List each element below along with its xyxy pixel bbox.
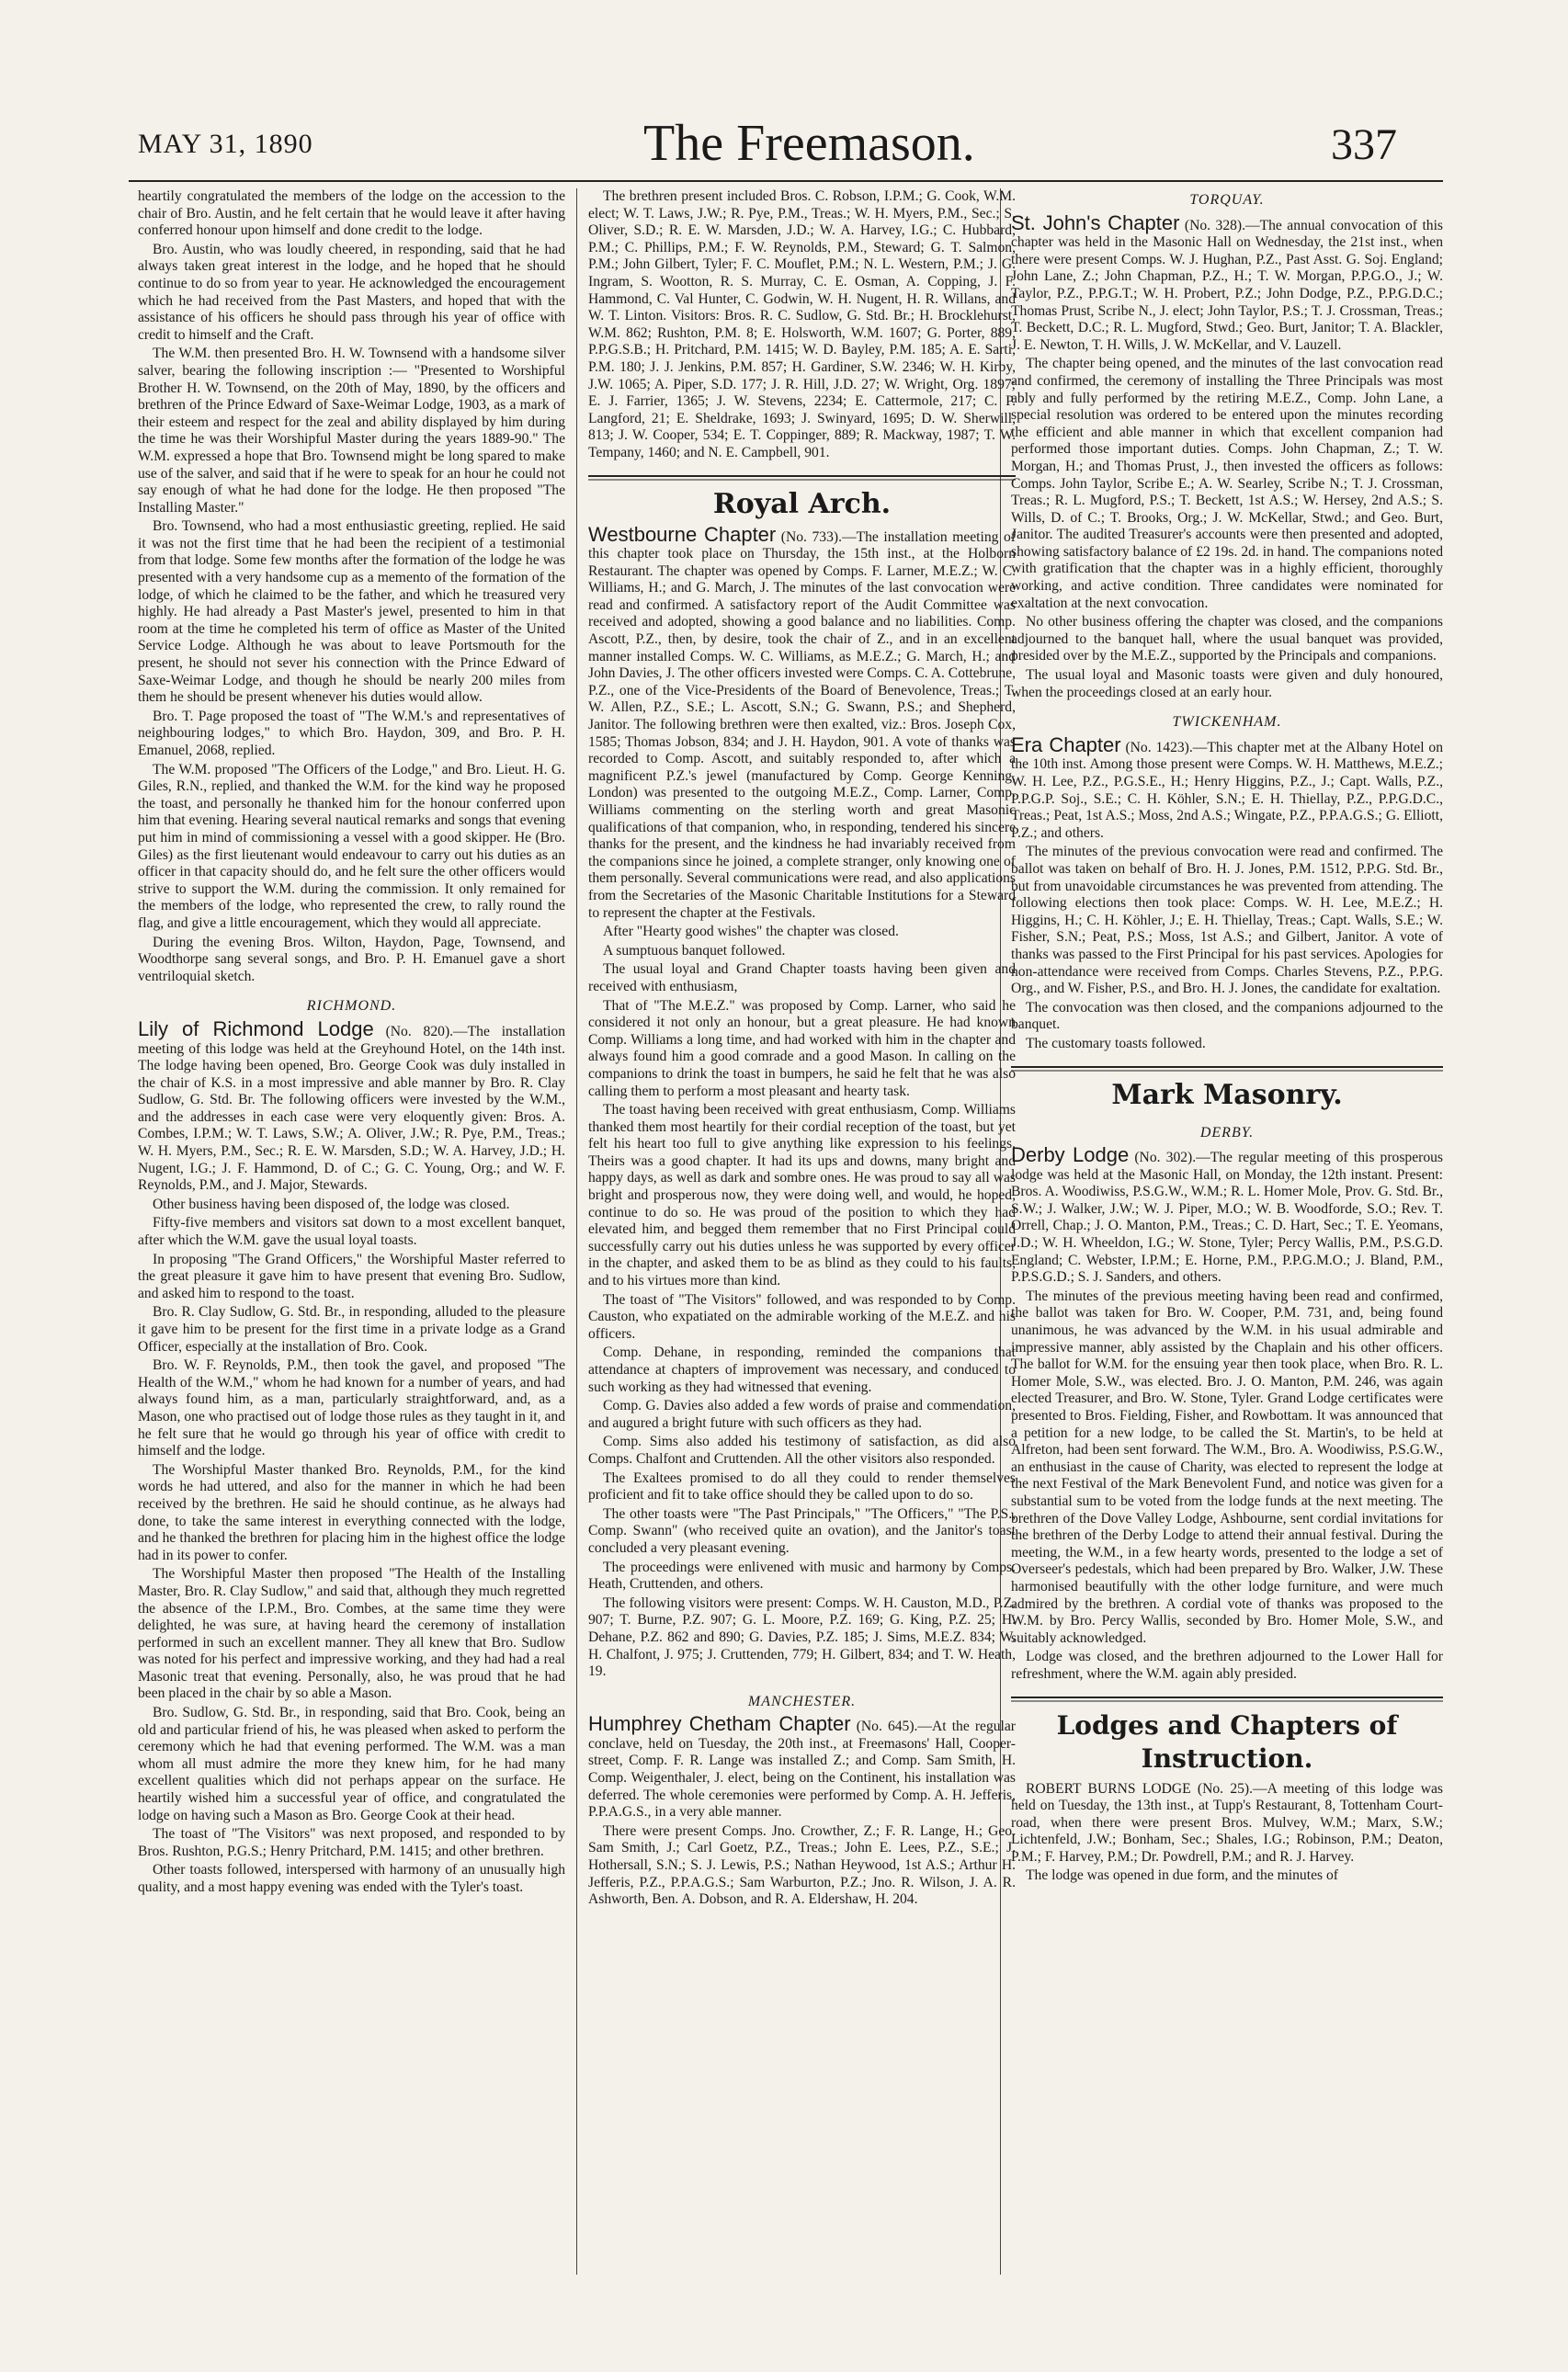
paragraph: Comp. G. Davies also added a few words of praise and commendation, and augured a bright future with such officers as they had. bbox=[588, 1398, 1016, 1431]
report-text: (No. 820).—The installation meeting of this lodge was held at the Greyhound Hotel, on the 14th inst. The lodge having been opened, Bro. George Cook was duly installed in the chair of K.S. in a most impressive and able manner by Bro. R. Clay Sudlow, G. Std. Br. The following officers were invested by the W.M., and the addresses in each case were very eloquently given: Bros. A. Combes, I.P.M.; W. T. Laws, S.W.; A. Oliver, J.W.; R. Pye, P.M., Treas.; W. H. Myers, P.M., Sec.; R. E. W. Marsden, S.D.; W. A. Harvey, J.D.; H. Nugent, I.G.; J. F. Hammond, D. of C.; G. C. Young, Org.; and W. F. Reynolds, P.M., and J. Major, Stewards. bbox=[138, 1023, 565, 1194]
paragraph: Bro. Townsend, who had a most enthusiastic greeting, replied. He said it was not the first time that he had been the recipient of a testimonial from that lodge. Some few months after the formation of the lodge he was presented with a very handsome cup as a memento of the formation of the lodge, of which he claimed to be the father, and which he treasured very highly. He had already a Past Master's jewel, presented to him in that room at the time he completed his term of office as Master of the United Service Lodge. Although he was about to leave Portsmouth for the present, he should not sever his connection with the Prince Edward of Saxe-Weimar Lodge, and though he should be nearly 200 miles from them he should be present whenever his duties would allow. bbox=[138, 518, 565, 706]
lodge-name: Westbourne Chapter bbox=[588, 522, 777, 546]
paragraph: The Worshipful Master then proposed "The Health of the Installing Master, Bro. R. Clay Sudlow," and said that, although they much regretted the absence of the I.P.M., Bro. Combes, at the same time they were delighted, he was sure, at having heard the ceremony of installation performed in such an excellent manner. They all knew that Bro. Sudlow was noted for his perfect and impressive working, and they had had a real Masonic treat that evening. Personally, also, he was proud that he had been placed in the chair by so able a Mason. bbox=[138, 1566, 565, 1702]
paragraph: heartily congratulated the members of the lodge on the accession to the chair of Bro. Austin, and he felt certain that he would leave it after having conferred honour upon himself and done credit to the lodge. bbox=[138, 188, 565, 239]
paragraph: Fifty-five members and visitors sat down to a most excellent banquet, after which the W.M. gave the usual loyal toasts. bbox=[138, 1215, 565, 1249]
paragraph: Comp. Dehane, in responding, reminded the companions that attendance at chapters of improvement was necessary, and conduced to such working as they had witnessed that evening. bbox=[588, 1345, 1016, 1395]
paragraph: Other toasts followed, interspersed with harmony of an unusually high quality, and a most happy evening was ended with the Tyler's toast. bbox=[138, 1862, 565, 1895]
column-2 bbox=[588, 188, 1016, 2279]
paragraph: During the evening Bros. Wilton, Haydon, Page, Townsend, and Woodthorpe sang several songs, and Bro. P. H. Emanuel gave a short ventriloquial sketch. bbox=[138, 934, 565, 984]
location-heading: MANCHESTER. bbox=[747, 1693, 857, 1709]
paragraph: After "Hearty good wishes" the chapter was closed. bbox=[603, 924, 899, 940]
paragraph: The other toasts were "The Past Principals," "The Officers," "The P.S., Comp. Swann" (who received quite an ovation), and the Janitor's toast concluded a very pleasant evening. bbox=[588, 1505, 1016, 1556]
report-text: (No. 1423).—This chapter met at the Albany Hotel on the 10th inst. Among those present were Comps. W. H. Matthews, M.E.Z.; W. H. Lee, P.Z., P.G.S.E., H.; Henry Higgins, P.Z., J.; Capt. Walls, P.Z., P.P.G.P. Soj., S.E.; C. H. Köhler, S.N.; E. H. Thiellay, P.Z., P.P.G.D.C., Treas.; Peat, 1st A.S.; Moss, 2nd A.S.; Wingate, P.Z., P.P.A.G.S.; G. Elliott, P.Z.; and others. bbox=[1011, 739, 1443, 841]
paragraph: Bro. W. F. Reynolds, P.M., then took the gavel, and proposed "The Health of the W.M.," whom he had known for a number of years, and had always found him, as a man, particularly straightforward, and, as a Mason, one who practised out of lodge those rules as they taught in it, and he felt sure that he would go through his year of office with credit to himself and the lodge. bbox=[138, 1357, 565, 1459]
paragraph: No other business offering the chapter was closed, and the companions adjourned to the banquet hall, where the usual banquet was provided, presided over by the M.E.Z., supported by the Principals and companions. bbox=[1011, 614, 1443, 664]
paragraph: The toast of "The Visitors" followed, and was responded to by Comp. Causton, who expatiated on the admirable working of the M.E.Z. and his officers. bbox=[588, 1291, 1016, 1342]
report-text: (No. 302).—The regular meeting of this prosperous lodge was held at the Masonic Hall, on Monday, the 12th instant. Present: Bros. A. Woodiwiss, P.S.G.W., W.M.; R. L. Homer Mole, Prov. G. Std. Br., S.W.; J. Walker, J.W.; W. J. Piper, M.O.; W. B. Woodforde, S.O.; Rev. T. Orrell, Chap.; J. O. Manton, P.M., Treas.; C. D. Hart, Sec.; T. E. Yeomans, J.D.; W. H. Wheeldon, I.G.; W. Stone, Tyler; Percy Wallis, P.M., P.S.G.D. England; C. Webster, I.P.M.; E. Horne, P.M., P.P.G.M.O.; J. Bland, P.M., P.P.S.G.D.; S. J. Sanders, and others. bbox=[1011, 1150, 1443, 1286]
ornamental-rule bbox=[588, 473, 1016, 482]
paragraph: The proceedings were enlivened with music and harmony by Comps. Heath, Cruttenden, and others. bbox=[588, 1559, 1016, 1593]
lodge-name: Derby Lodge bbox=[1011, 1143, 1130, 1167]
column-divider bbox=[576, 188, 577, 2275]
location-heading: DERBY. bbox=[1199, 1124, 1255, 1141]
report-paragraph bbox=[138, 1016, 565, 1195]
column-3 bbox=[1011, 188, 1443, 2279]
paragraph: Comp. Sims also added his testimony of satisfaction, as did also Comps. Chalfont and Cruttenden. All the other visitors also responded. bbox=[588, 1434, 1016, 1467]
report-paragraph bbox=[588, 522, 1016, 923]
paragraph: A sumptuous banquet followed. bbox=[603, 942, 786, 959]
paragraph: ROBERT BURNS LODGE (No. 25).—A meeting of this lodge was held on Tuesday, the 13th inst., at Tupp's Restaurant, 8, Tottenham Court-road, when there were present Bros. Mulvey, W.M.; Marx, S.W.; Lichtenfeld, J.W.; Bonham, Sec.; Shales, I.G.; Robinson, P.M.; Deaton, P.M.; F. Harvey, P.M.; Dr. Powdrell, P.M.; and R. J. Harvey. bbox=[1011, 1780, 1443, 1865]
paragraph: The W.M. then presented Bro. H. W. Townsend with a handsome silver salver, bearing the following inscription :— "Presented to Worshipful Brother H. W. Townsend, on the 20th of May, 1890, by the officers and brethren of the Prince Edward of Saxe-Weimar Lodge, 1903, as a mark of their esteem and respect for the zeal and ability displayed by him during the time he was their Worshipful Master during the years 1889-90." The W.M. expressed a hope that Bro. Townsend might be long spared to make use of the salver, and said that if he were to speak for an hour he could not say enough of what he had done for the lodge. He then proposed "The Installing Master." bbox=[138, 346, 565, 516]
section-heading-mark-masonry: Mark Masonry. bbox=[1111, 1078, 1343, 1111]
report-paragraph bbox=[1011, 732, 1443, 843]
masthead-title: The Freemason. bbox=[643, 115, 975, 172]
paragraph: Bro. Austin, who was loudly cheered, in responding, said that he had always taken great interest in the lodge, and he hoped that he should continue to do so from year to year. He acknowledged the encouragement which he had received from the Past Masters, and hoped that with the assistance of his officers he should pass through his year of office with credit to himself and the Craft. bbox=[138, 241, 565, 343]
paragraph: The convocation was then closed, and the companions adjourned to the banquet. bbox=[1011, 999, 1443, 1033]
report-paragraph bbox=[588, 1712, 1016, 1822]
paragraph: The usual loyal and Grand Chapter toasts having been given and received with enthusiasm, bbox=[588, 961, 1016, 994]
report-text: (No. 328).—The annual convocation of this chapter was held in the Masonic Hall on Wednesday, the 21st inst., when there were present Comps. W. J. Hughan, P.Z., Past Asst. G. Soj. England; John Lane, Z.; John Chapman, P.Z., H.; T. W. Morgan, P.P.G.O., J.; W. Taylor, P.Z., P.P.G.T.; W. H. Probert, P.Z.; John Dodge, P.Z., P.P.G.D.C.; Thomas Prust, Scribe N., J. elect; John Taylor, P.S.; T. J. Crossman, Treas.; T. Beckett, D.C.; R. L. Mugford, Stwd.; Geo. Burt, Janitor; T. A. Blackler, J. E. Newton, T. H. Wills, J. W. McKellar, and V. Lauzell. bbox=[1011, 217, 1443, 353]
paragraph: That of "The M.E.Z." was proposed by Comp. Larner, who said he considered it not only an honour, but a great pleasure. He had known Comp. Williams a long time, and had worked with him in the chapter and always found him a good comrade and a good Mason. In calling on the companions to drink the toast in bumpers, he said he felt that he was also calling them to perform a most pleasant and hearty task. bbox=[588, 997, 1016, 1099]
paragraph: There were present Comps. Jno. Crowther, Z.; F. R. Lange, H.; Geo. Sam Smith, J.; Carl Goetz, P.Z., Treas.; John E. Lees, P.Z., S.E.; J. Hothersall, S.N.; S. J. Lewis, P.S.; Nathan Heywood, 1st A.S.; Arthur H. Jefferis, P.Z., P.P.A.G.S.; Sam Warburton, P.Z.; Jno. R. Wilson, J. A. R. Ashworth, Ben. A. Dobson, and R. A. Eldershaw, H. 204. bbox=[588, 1822, 1016, 1908]
paragraph: Other business having been disposed of, the lodge was closed. bbox=[153, 1196, 510, 1212]
section-heading-lodges-of-instruction: Lodges and Chapters of Instruction. bbox=[1056, 1709, 1398, 1774]
lodge-name: Era Chapter bbox=[1011, 732, 1121, 756]
lodge-name: Humphrey Chetham Chapter bbox=[588, 1712, 851, 1736]
paragraph: The customary toasts followed. bbox=[1026, 1035, 1206, 1051]
paragraph: Bro. Sudlow, G. Std. Br., in responding, said that Bro. Cook, being an old and particular friend of his, he was pleased when asked to perform the ceremony which he had that evening performed. The W.M. was a man whom all must admire the more they knew him, for he had many excellent qualities which did not perhaps appear on the surface. He heartily wished him a successful year of office, and congratulated the lodge on having such a Mason as Bro. George Cook at their head. bbox=[138, 1705, 565, 1823]
paragraph: The W.M. proposed "The Officers of the Lodge," and Bro. Lieut. H. G. Giles, R.N., replied, and thanked the W.M. for the kind way he proposed the toast, and personally he thanked him for the honour conferred upon him that evening. Hearing several nautical remarks and songs that evening put him in mind of commissioning a vessel with a good skipper. He (Bro. Giles) as the first lieutenant would endeavour to carry out his duties as an officer in that capacity should do, and he felt sure the other officers would strive to support the W.M. during the commission. It only remained for the members of the lodge, who represented the crew, to rally round the flag, and give a little encouragement, which they would all appreciate. bbox=[138, 761, 565, 931]
report-paragraph bbox=[1011, 1143, 1443, 1287]
paragraph: The toast of "The Visitors" was next proposed, and responded to by Bros. Rushton, P.G.S.; Henry Pritchard, P.M. 1415; and other brethren. bbox=[138, 1826, 565, 1859]
paragraph: The Exaltees promised to do all they could to render themselves proficient and fit to take office should they be called upon to do so. bbox=[588, 1470, 1016, 1504]
lodge-name: St. John's Chapter bbox=[1011, 210, 1180, 234]
paragraph: Lodge was closed, and the brethren adjourned to the Lower Hall for refreshment, where the W.M. again ably presided. bbox=[1011, 1649, 1443, 1682]
column-1 bbox=[138, 188, 565, 2279]
location-heading: RICHMOND. bbox=[306, 998, 397, 1015]
paragraph: The usual loyal and Masonic toasts were given and duly honoured, when the proceedings closed at an early hour. bbox=[1011, 667, 1443, 700]
paragraph: The Worshipful Master thanked Bro. Reynolds, P.M., for the kind words he had uttered, and also for the manner in which he had been received by the brethren. He said he should continue, as he always had done, to take the same interest in everything connected with the lodge, and he thanked the brethren for placing him in the highest office the lodge had in its power to confer. bbox=[138, 1461, 565, 1563]
report-paragraph bbox=[1011, 210, 1443, 355]
paragraph: Bro. R. Clay Sudlow, G. Std. Br., in responding, alluded to the pleasure it gave him to be present for the first time in a private lodge as a Grand Officer, especially at the installation of Bro. Cook. bbox=[138, 1304, 565, 1355]
paragraph: Bro. T. Page proposed the toast of "The W.M.'s and representatives of neighbouring lodges," to which Bro. Haydon, 309, and Bro. P. H. Emanuel, 2068, replied. bbox=[138, 708, 565, 758]
report-text: (No. 733).—The installation meeting of this chapter took place on Thursday, the 15th inst., at the Holborn Restaurant. The chapter was opened by Comps. F. Larner, M.E.Z.; W. C. Williams, H.; and G. March, J. The minutes of the last convocation were read and confirmed. A satisfactory report of the Audit Committee was received and adopted, showing a good balance and no liabilities. Comp. Ascott, P.Z., then, by desire, took the chair of Z., and in an excellent manner installed Comps. W. C. Williams, as M.E.Z.; G. March, H.; and John Davies, J. The other officers invested were Comps. C. A. Cottebrune, P.Z., one of the Vice-Presidents of the Board of Benevolence, Treas.; T. W. Allen, P.Z., S.E.; L. Ascott, S.N.; G. Swann, P.S.; and Shepherd, Janitor. The following brethren were then exalted, viz.: Bros. Joseph Cox, 1585; Thomas Jobson, 834; and J. H. Haydon, 901. A vote of thanks was recorded to Comp. Ascott, and suitably responded to, after which a magnificent P.Z.'s jewel (manufactured by Comp. George Kenning, London) was presented to the outgoing M.E.Z., Comp. Larner, Comp. Williams commenting on the sterling worth and great Masonic qualifications of that companion, who, in responding, tendered his sincere thanks for the present, and the kindness he had invariably received from the companions since he joined, a complete stranger, only knowing one of them personally. Several communications were read, and also applications from the Secretaries of the Masonic Charitable Institutions for a Steward to represent the chapter at the Festivals. bbox=[588, 528, 1016, 921]
page-number: 337 bbox=[1331, 120, 1397, 169]
issue-date: MAY 31, 1890 bbox=[138, 129, 313, 159]
paragraph: The minutes of the previous meeting having been read and confirmed, the ballot was taken for Bro. W. Cooper, P.M. 731, and, being found unanimous, he was advanced by the W.M. in his usual admirable and impressive manner, ably assisted by the Chaplain and his other officers. The ballot for W.M. for the ensuing year then took place, when Bro. R. L. Homer Mole, S.W., was elected. Bro. J. O. Manton, P.M. 246, was again elected Treasurer, and Bro. W. Stone, Tyler. Grand Lodge certificates were presented to Bros. Fielding, Fisher, and Rowbottam. It was announced that a petition for a new lodge, to be called the St. Martin's, to be held at Alfreton, had been sent forward. The W.M., Bro. A. Woodiwiss, P.S.G.W., an enthusiast in the cause of Charity, was elected to represent the lodge at the next Festival of the Mark Benevolent Fund, and notice was given for a substantial sum to be voted from the lodge funds at the next meeting. The brethren of the Dove Valley Lodge, Ashbourne, sent cordial invitations for the brethren of the Derby Lodge to attend their annual festival. During the meeting, the W.M., in a few hearty words, presented to the lodge a set of Overseer's pedestals, which had been prepared by Bro. Walker, J.W. These harmonised beautifully with the other lodge furniture, and were much admired by the brethren. A cordial vote of thanks was proposed to the W.M. by Bro. Percy Wallis, seconded by Bro. Homer Mole, S.W., and suitably acknowledged. bbox=[1011, 1288, 1443, 1646]
paragraph: The brethren present included Bros. C. Robson, I.P.M.; G. Cook, W.M. elect; W. T. Laws, J.W.; R. Pye, P.M., Treas.; W. H. Myers, P.M., Sec.; S. Oliver, S.D.; R. E. W. Marsden, J.D.; W. A. Harvey, I.G.; C. Hubbard, P.M.; C. Phillips, P.M.; F. W. Reynolds, P.M., Steward; G. T. Salmon, P.M.; John Gilbert, Tyler; F. C. Mouflet, P.M.; N. L. Western, P.M.; J. G. Ingram, S. Wootton, R. S. Murray, C. E. Osman, A. Copping, J. F. Hammond, C. Val Hunter, C. Godwin, W. H. Nugent, H. R. Willans, and W. T. Linton. Visitors: Bros. R. C. Sudlow, G. Std. Br.; H. Brocklehurst, W.M. 862; Rushton, P.M. 8; E. Holsworth, W.M. 1607; G. Porter, 889, P.P.G.S.B.; H. Pritchard, P.M. 1415; W. D. Bayley, P.M. 185; A. E. Sarti, P.M. 180; J. J. Jenkins, P.M. 857; H. Gardiner, S.W. 2346; W. H. Kirby, J.W. 1065; A. Piper, S.D. 177; J. R. Hill, J.D. 27; W. Wright, Org. 1897; E. J. Farrier, 1365; J. W. Stevens, 2234; E. Cattermole, 217; C. P. Langford, 21; E. Sheldrake, 1693; J. Swinyard, 1695; D. W. Sherwill, 813; J. W. Cooper, 534; E. T. Coppinger, 889; R. Mackway, 1987; T. W. Tempany, 1460; and N. E. Campbell, 901. bbox=[588, 188, 1016, 460]
section-heading-royal-arch: Royal Arch. bbox=[712, 487, 892, 520]
location-heading: TORQUAY. bbox=[1189, 192, 1265, 208]
paragraph: The toast having been received with great enthusiasm, Comp. Williams thanked them most heartily for their cordial reception of the toast, but yet felt his heart too full to give anything like expression to his feelings. Theirs was a good chapter. It had its ups and downs, many bright and happy days, as well as dark and sombre ones. He was proud to say all was bright and prosperous now, they were doing well, and would, he hoped, continue to do so. He was proud of the position to which they had elevated him, and begged them remember that no First Principal could successfully carry out his duties unless he was supported by every officer in the chapter, and asked them to be as blind as they could to his faults, and to his virtues more than kind. bbox=[588, 1102, 1016, 1289]
paragraph: The lodge was opened in due form, and the minutes of bbox=[1026, 1867, 1338, 1884]
header-rule bbox=[129, 180, 1443, 182]
ornamental-rule bbox=[1011, 1064, 1443, 1073]
lodge-name: Lily of Richmond Lodge bbox=[138, 1016, 374, 1040]
paragraph: The chapter being opened, and the minutes of the last convocation read and confirmed, the ceremony of installing the Three Principals was most ably and fully performed by the retiring M.E.Z., Comp. John Lane, a special resolution was ordered to be entered upon the minutes recording the efficient and able manner in which that excellent companion had performed those important duties. Comps. John Chapman, Z.; T. W. Morgan, H.; and Thomas Prust, J., then invested the officers as follows: Comps. John Taylor, Scribe E.; A. W. Searley, Scribe N.; T. J. Crossman, Treas.; R. L. Mugford, P.S.; T. Beckett, 1st A.S.; W. Hersey, 2nd A.S.; S. Wills, D. of C.; T. Brooks, Org.; J. W. McKellar, Stwd.; and Geo. Burt, Janitor. The audited Treasurer's accounts were then presented and adopted, showing satisfactory balance of £2 19s. 2d. in hand. The companions noted with gratification that the chapter was in a highly efficient, thoroughly working, and active condition. Three candidates were nominated for exaltation at the next convocation. bbox=[1011, 356, 1443, 611]
paragraph: In proposing "The Grand Officers," the Worshipful Master referred to the great pleasure it gave him to have present that evening Bro. Sudlow, and asked him to respond to the toast. bbox=[138, 1251, 565, 1301]
ornamental-rule bbox=[1011, 1695, 1443, 1704]
location-heading: TWICKENHAM. bbox=[1172, 714, 1282, 731]
paragraph: The minutes of the previous convocation were read and confirmed. The ballot was taken on behalf of Bro. H. J. Jones, P.M. 1512, P.P.G. Std. Br., but from unavoidable circumstances he was prevented from attending. The following elections then took place: Comps. W. H. Lee, M.E.Z.; H. Higgins, H.; C. H. Köhler, J.; E. H. Thiellay, Treas.; Capt. Walls, S.E.; W. Fisher, S.N.; Peat, P.S.; Moss, 1st A.S.; and Gilbert, Janitor. A vote of thanks was passed to the First Principal for his past services. Apologies for non-attendance were received from Comps. Charles Stevens, P.Z., P.P.G. Org., and W. Fisher, P.S., and Bro. H. J. Jones, the candidate for exaltation. bbox=[1011, 844, 1443, 997]
paragraph: The following visitors were present: Comps. W. H. Causton, M.D., P.Z. 907; T. Burne, P.Z. 907; G. L. Moore, P.Z. 169; G. King, P.Z. 25; H. Dehane, P.Z. 862 and 890; G. Davies, P.Z. 185; J. Sims, M.E.Z. 834; W. H. Chalfont, J. 975; J. Cruttenden, 779; H. Gilbert, 834; and T. W. Heath, 19. bbox=[588, 1595, 1016, 1680]
report-text: (No. 645).—At the regular conclave, held on Tuesday, the 20th inst., at Freemasons' Hall, Cooper-street, Comp. F. R. Lange was installed Z.; and Comp. Sam Smith, H. Comp. Weigenthaler, J. elect, being on the Continent, his installation was deferred. The whole ceremonies were performed by Comp. A. H. Jefferis, P.P.A.G.S., in a very able manner. bbox=[588, 1719, 1016, 1821]
